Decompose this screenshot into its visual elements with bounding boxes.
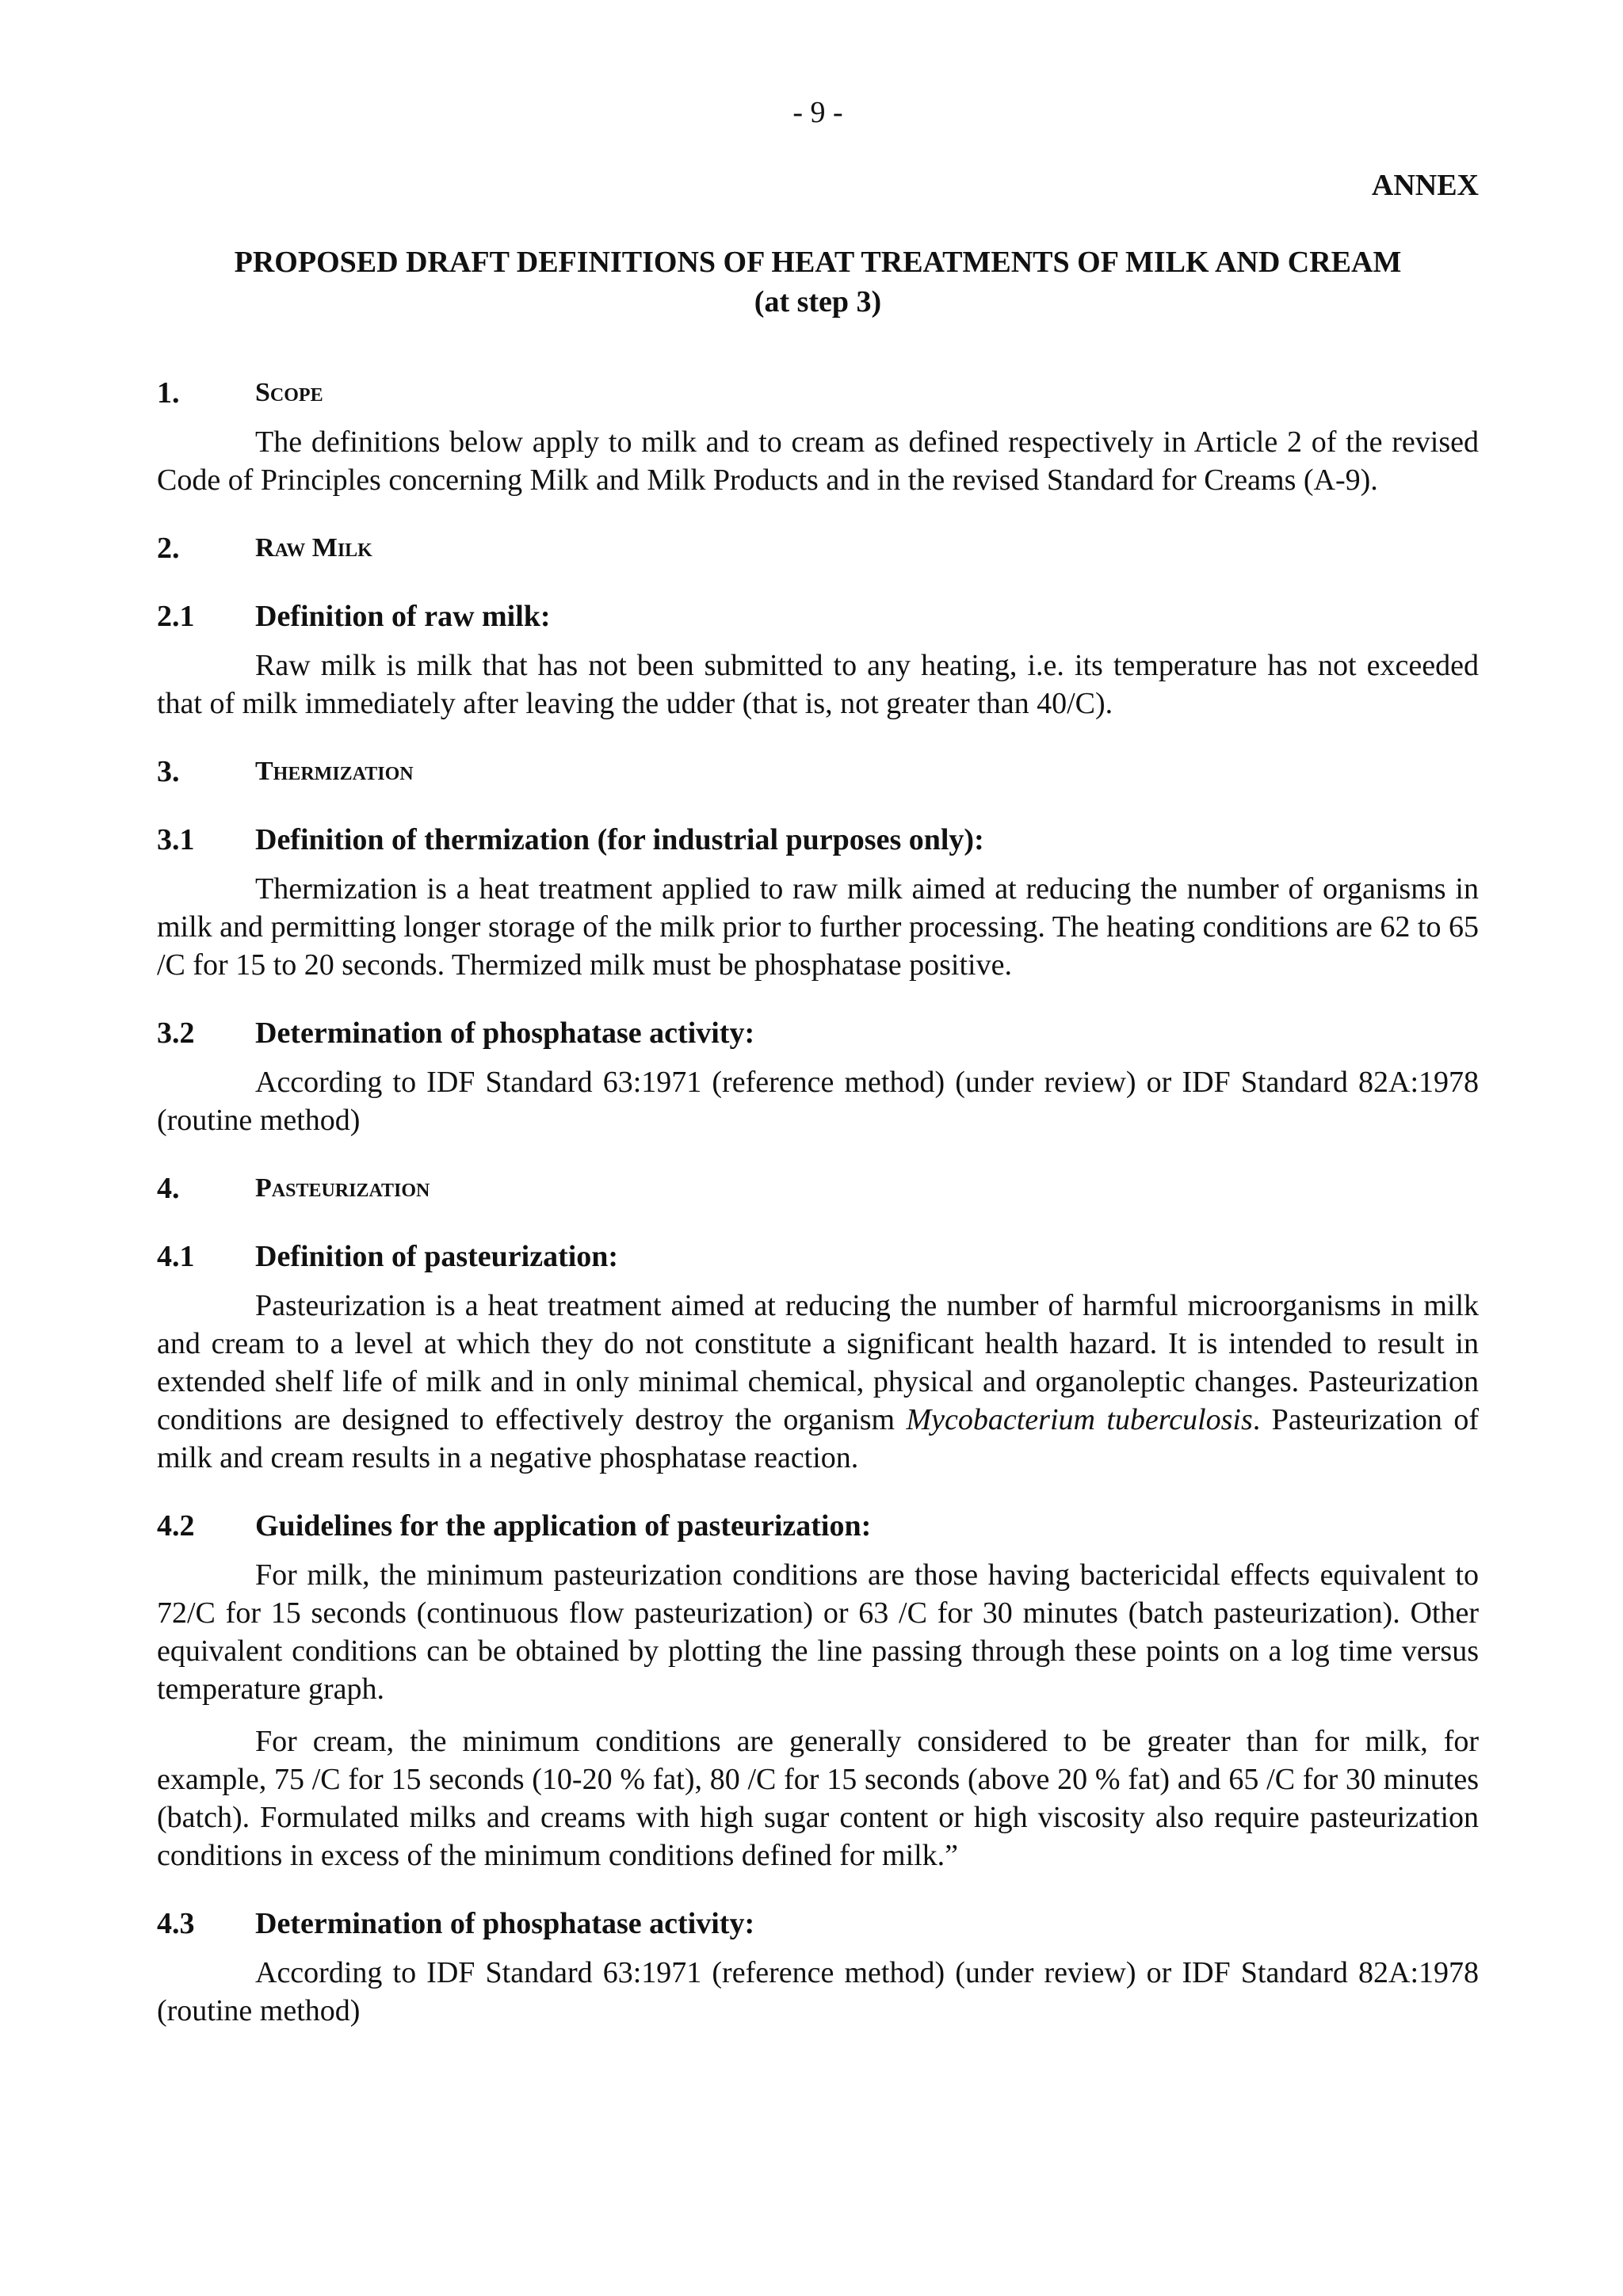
subsection-number: 4.3 (157, 1907, 195, 1940)
document-title (157, 242, 1479, 322)
section-title: Raw Milk (255, 533, 372, 563)
section-3-1-text: Thermization is a heat treatment applied to raw milk aimed at reducing the number of organisms in milk and permitting longer storage of the milk prior to further processing. The heating conditions are 62 to 65 /C for 15 to 20 seconds. Thermized milk must be phosphatase positive. (157, 872, 1479, 982)
section-title: Scope (255, 378, 323, 407)
subsection-number: 3.2 (157, 1016, 195, 1050)
section-4-3-text: According to IDF Standard 63:1971 (reference method) (under review) or IDF Standard 82A:1978 (routine method) (157, 1956, 1479, 2027)
document-page (157, 93, 1479, 2030)
subsection-number: 4.1 (157, 1240, 195, 1273)
section-number: 4. (157, 1172, 180, 1205)
section-title: Thermization (255, 757, 414, 786)
subsection-title: Determination of phosphatase activity: (255, 1016, 755, 1050)
section-2-1-text: Raw milk is milk that has not been submitted to any heating, i.e. its temperature has not exceeded that of milk immediately after leaving the udder (that is, not greater than 40/C). (157, 649, 1479, 720)
text-run: Pasteurization is a heat treatment aimed at reducing the number of harmful microorganisms in milk and cream to a level at which they do not constitute a significant health hazard. It is intended to result in extended shelf life of milk and in only minimal chemical, physical and organoleptic changes. Pasteurization conditions are designed to effectively destroy the organism (157, 1289, 1479, 1436)
section-2-heading (157, 529, 1479, 567)
section-1-text: The definitions below apply to milk and to cream as defined respectively in Article 2 of the revised Code of Principles concerning Milk and Milk Products and in the revised Standard for Creams (A-9). (157, 425, 1479, 497)
title-line-1: PROPOSED DRAFT DEFINITIONS OF HEAT TREATMENTS OF MILK AND CREAM (234, 246, 1402, 279)
section-4-2-text-cream: For cream, the minimum conditions are generally considered to be greater than for milk, for example, 75 /C for 15 seconds (10-20 % fat), 80 /C for 15 seconds (above 20 % fat) and 65 /C for 30 minutes (batch). Formulated milks and creams with high sugar content or high viscosity also require pasteurization conditions in excess of the minimum conditions defined for milk.” (157, 1725, 1479, 1872)
section-title: Pasteurization (255, 1173, 430, 1203)
section-1-heading (157, 374, 1479, 412)
section-number: 3. (157, 755, 180, 788)
title-line-2: (at step 3) (754, 285, 882, 318)
subsection-title: Definition of pasteurization: (255, 1240, 619, 1273)
subsection-title: Determination of phosphatase activity: (255, 1907, 755, 1940)
subsection-title: Guidelines for the application of pasteurization: (255, 1509, 872, 1543)
section-4-3-heading (157, 1905, 1479, 1943)
section-4-1-text (157, 1287, 1479, 1477)
section-3-2-text: According to IDF Standard 63:1971 (reference method) (under review) or IDF Standard 82A:1978 (routine method) (157, 1066, 1479, 1137)
section-3-2-heading (157, 1014, 1479, 1052)
subsection-number: 2.1 (157, 600, 195, 633)
subsection-title: Definition of raw milk: (255, 600, 551, 633)
section-number: 2. (157, 532, 180, 565)
subsection-number: 3.1 (157, 823, 195, 856)
section-3-heading (157, 753, 1479, 791)
section-number: 1. (157, 376, 180, 410)
section-4-1-heading (157, 1238, 1479, 1276)
section-4-heading (157, 1169, 1479, 1207)
section-4-2-heading (157, 1507, 1479, 1545)
section-2-1-heading (157, 597, 1479, 635)
organism-name: Mycobacterium tuberculosis (906, 1403, 1253, 1436)
section-4-2-text-milk: For milk, the minimum pasteurization conditions are those having bactericidal effects equivalent to 72/C for 15 seconds (continuous flow pasteurization) or 63 /C for 30 minutes (batch pasteurization). Other equivalent conditions can be obtained by plotting the line passing through these points on a log time versus temperature graph. (157, 1558, 1479, 1706)
annex-label: ANNEX (1371, 169, 1479, 202)
subsection-number: 4.2 (157, 1509, 195, 1543)
page-number: - 9 - (792, 96, 843, 129)
subsection-title: Definition of thermization (for industrial purposes only): (255, 823, 984, 856)
section-3-1-heading (157, 821, 1479, 859)
text-run: . Pasteurization of milk and cream results in a negative phosphatase reaction. (157, 1403, 1479, 1474)
